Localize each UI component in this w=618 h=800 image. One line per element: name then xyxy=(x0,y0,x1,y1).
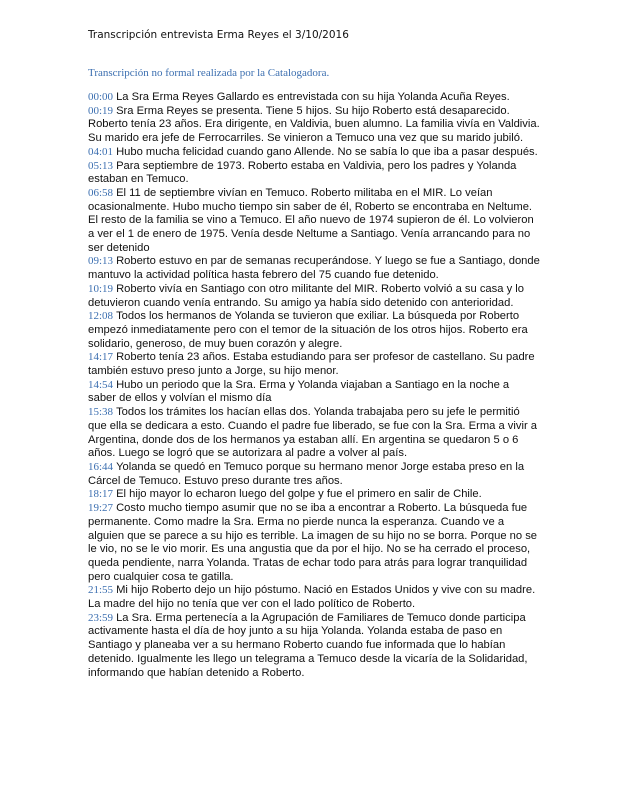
page-header: Transcripción entrevista Erma Reyes el 3/10/2016 xyxy=(88,29,349,41)
transcript-entry xyxy=(88,255,540,282)
transcription-note: Transcripción no formal realizada por la Catalogadora. xyxy=(88,67,330,79)
entry-text: Roberto estuvo en par de semanas recuperándose. Y luego se fue a Santiago, donde mantuvo la actividad política hasta febrero del 75 cuando fue detenido. xyxy=(88,255,540,282)
transcript-entry xyxy=(88,488,540,502)
timestamp: 09:13 xyxy=(88,255,114,268)
transcript-entry xyxy=(88,310,540,351)
entry-text: Para septiembre de 1973. Roberto estaba en Valdivia, pero los padres y Yolanda estaban en Temuco. xyxy=(88,159,517,186)
timestamp: 18:17 xyxy=(88,488,114,501)
timestamp: 19:27 xyxy=(88,502,114,515)
timestamp: 14:17 xyxy=(88,351,114,364)
transcript-entry xyxy=(88,406,540,461)
transcript-entry xyxy=(88,146,540,160)
timestamp: 14:54 xyxy=(88,378,114,391)
timestamp: 06:58 xyxy=(88,186,114,199)
transcript-entry xyxy=(88,283,540,310)
timestamp: 16:44 xyxy=(88,460,114,473)
transcript-entry xyxy=(88,105,540,146)
transcript-entry xyxy=(88,379,540,406)
entry-text: Costo mucho tiempo asumir que no se iba a encontrar a Roberto. La búsqueda fue permanente. Como madre la Sra. Erma no pierde nunca la esperanza. Cuando ve a alguien que se parece a su hijo es terrible. La imagen de su hijo no se borra. Porque no se le vio, no se le vio morir. Es una angustia que da por el hijo. No se ha cerrado el proceso, queda pendiente, narra Yolanda. Tratas de echar todo para atrás para lograr tranquilidad pero cualquier cosa te gatilla. xyxy=(88,502,538,583)
entry-text: El 11 de septiembre vivían en Temuco. Roberto militaba en el MIR. Lo veían ocasionalmente. Hubo mucho tiempo sin saber de él, Roberto se encontraba en Neltume. El resto de la familia se vino a Temuco. El año nuevo de 1974 supieron de él. Lo volvieron a ver el 1 de enero de 1975. Venía desde Neltume a Santiago. Venía arrancando para no ser detenido xyxy=(88,186,534,254)
timestamp: 15:38 xyxy=(88,406,114,419)
transcript-body xyxy=(88,91,540,680)
timestamp: 05:13 xyxy=(88,159,114,172)
entry-text: Roberto tenía 23 años. Estaba estudiando para ser profesor de castellano. Su padre también estuvo preso junto a Jorge, su hijo menor. xyxy=(88,351,535,378)
entry-text: Hubo mucha felicidad cuando gano Allende. No se sabía lo que iba a pasar después. xyxy=(116,145,538,158)
transcript-entry xyxy=(88,461,540,488)
entry-text: Sra Erma Reyes se presenta. Tiene 5 hijos. Su hijo Roberto está desaparecido. Roberto tenía 23 años. Era dirigente, en Valdivia, buen alumno. La familia vivía en Valdivia. Su marido era jefe de Ferrocarriles. Se vinieron a Temuco una vez que su marido jubiló. xyxy=(88,104,540,145)
transcript-entry xyxy=(88,502,540,584)
timestamp: 04:01 xyxy=(88,145,114,158)
timestamp: 10:19 xyxy=(88,282,114,295)
transcript-entry xyxy=(88,612,540,681)
transcript-entry xyxy=(88,187,540,256)
entry-text: Yolanda se quedó en Temuco porque su hermano menor Jorge estaba preso en la Cárcel de Temuco. Estuvo preso durante tres años. xyxy=(88,460,525,487)
transcript-entry xyxy=(88,351,540,378)
entry-text: Hubo un periodo que la Sra. Erma y Yolanda viajaban a Santiago en la noche a saber de ellos y volvían el mismo día xyxy=(88,378,510,405)
timestamp: 00:19 xyxy=(88,104,114,117)
timestamp: 23:59 xyxy=(88,611,114,624)
timestamp: 00:00 xyxy=(88,91,114,103)
entry-text: La Sra Erma Reyes Gallardo es entrevistada con su hija Yolanda Acuña Reyes. xyxy=(116,91,510,103)
transcript-entry xyxy=(88,91,540,105)
entry-text: La Sra. Erma pertenecía a la Agrupación de Familiares de Temuco donde participa activamente hasta el día de hoy junto a su hija Yolanda. Yolanda estaba de paso en Santiago y planeaba ver a su hermano Roberto cuando fue informada que lo habían detenido. Igualmente les llego un telegrama a Temuco desde la vicaría de la Solidaridad, informando que habían detenido a Roberto. xyxy=(88,611,528,679)
transcript-entry xyxy=(88,584,540,611)
entry-text: Roberto vivía en Santiago con otro militante del MIR. Roberto volvió a su casa y lo detuvieron cuando venía entrando. Su amigo ya había sido detenido con anterioridad. xyxy=(88,282,524,309)
timestamp: 12:08 xyxy=(88,310,114,323)
transcript-entry xyxy=(88,160,540,187)
timestamp: 21:55 xyxy=(88,584,114,597)
entry-text: Todos los trámites los hacían ellas dos. Yolanda trabajaba pero su jefe le permitió que ella se dedicara a esto. Cuando el padre fue liberado, se fue con la Sra. Erma a vivir a Argentina, donde dos de los hermanos ya estaban allí. En argentina se quedaron 5 o 6 años. Luego se logró que se autorizara al padre a volver al país. xyxy=(88,406,538,460)
entry-text: Mi hijo Roberto dejo un hijo póstumo. Nació en Estados Unidos y vive con su madre. La madre del hijo no tenía que ver con el lado político de Roberto. xyxy=(88,584,536,611)
entry-text: El hijo mayor lo echaron luego del golpe y fue el primero en salir de Chile. xyxy=(116,488,482,501)
entry-text: Todos los hermanos de Yolanda se tuvieron que exiliar. La búsqueda por Roberto empezó inmediatamente pero con el temor de la situación de los otros hijos. Roberto era solidario, generoso, de muy buen corazón y alegre. xyxy=(88,310,528,350)
